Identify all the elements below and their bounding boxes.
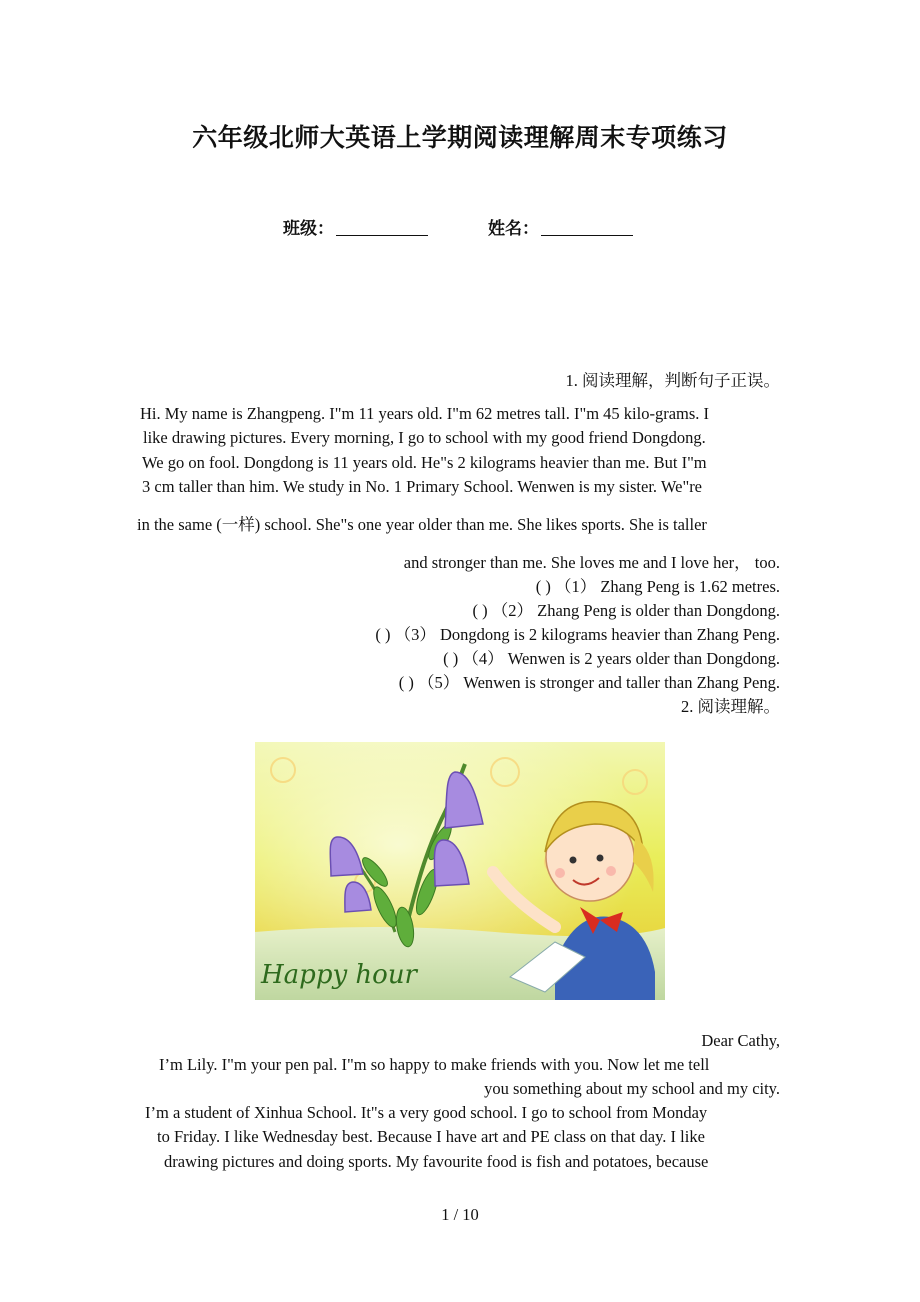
passage-line: like drawing pictures. Every morning, I go to school with my good friend Dongdong.: [143, 428, 706, 447]
question-item: ( ) （2） Zhang Peng is older than Dongdong.: [472, 601, 780, 620]
letter-greeting: Dear Cathy,: [701, 1031, 780, 1050]
letter-line: drawing pictures and doing sports. My favourite food is fish and potatoes, because: [164, 1152, 709, 1171]
image-caption: Happy hour: [261, 960, 417, 990]
question-item: ( ) （5） Wenwen is stronger and taller than Zhang Peng.: [398, 673, 780, 692]
page-title: 六年级北师大英语上学期阅读理解周末专项练习: [192, 125, 728, 152]
section2-heading: 2. 阅读理解。: [681, 697, 780, 716]
class-label: 班级：: [283, 219, 334, 238]
passage-line: 3 cm taller than him. We study in No. 1 Primary School. Wenwen is my sister. We"re: [142, 477, 703, 496]
class-field: [283, 214, 428, 239]
letter-line: I’m Lily. I"m your pen pal. I"m so happy to make friends with you. Now let me tell: [159, 1055, 710, 1074]
name-label: 姓名：: [488, 219, 539, 238]
passage-line: and stronger than me. She loves me and I love her， too.: [403, 553, 780, 572]
page-number: 1 / 10: [441, 1205, 479, 1224]
passage-line: Hi. My name is Zhangpeng. I"m 11 years old. I"m 62 metres tall. I"m 45 kilo-grams. I: [140, 404, 710, 423]
name-blank[interactable]: [541, 219, 633, 236]
passage-line: We go on fool. Dongdong is 11 years old. He"s 2 kilograms heavier than me. But I"m: [142, 453, 707, 472]
passage-line: in the same (一样) school. She"s one year older than me. She likes sports. She is taller: [137, 515, 707, 534]
letter-line: to Friday. I like Wednesday best. Because I have art and PE class on that day. I like: [157, 1127, 705, 1146]
illustration-image: [255, 742, 665, 1000]
section1-heading: 1. 阅读理解，判断句子正误。: [565, 371, 780, 390]
letter-line: I’m a student of Xinhua School. It"s a very good school. I go to school from Monday: [145, 1103, 708, 1122]
class-blank[interactable]: [336, 219, 428, 236]
question-item: ( ) （1） Zhang Peng is 1.62 metres.: [535, 577, 780, 596]
question-item: ( ) （4） Wenwen is 2 years older than Dongdong.: [443, 649, 780, 668]
letter-line: you something about my school and my city.: [484, 1079, 780, 1098]
name-field: [488, 214, 633, 239]
question-item: ( ) （3） Dongdong is 2 kilograms heavier than Zhang Peng.: [375, 625, 780, 644]
